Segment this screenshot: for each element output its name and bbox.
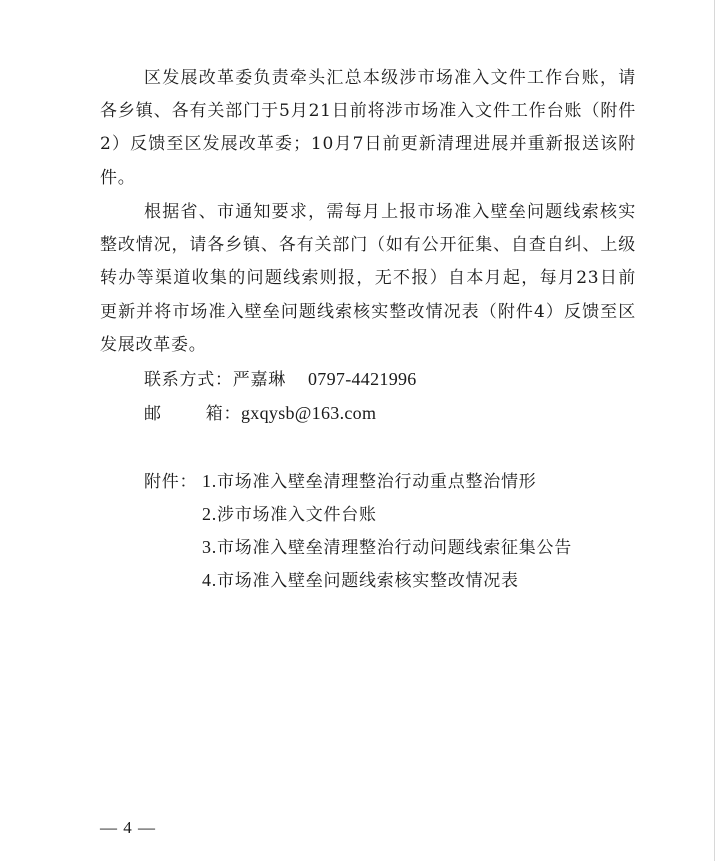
attachment-title: 涉市场准入文件台账 [217, 505, 377, 525]
attachments-list [144, 465, 572, 597]
attachment-title: 市场准入壁垒问题线索核实整改情况表 [217, 571, 519, 591]
email-line [144, 397, 376, 431]
attachment-title: 市场准入壁垒清理整治行动问题线索征集公告 [217, 538, 572, 558]
attachment-number: 3. [202, 537, 217, 557]
email-label-part-1: 邮 [144, 404, 162, 424]
attachment-number: 4. [202, 570, 217, 590]
contact-label: 联系方式： [144, 370, 233, 390]
attachment-item [144, 531, 572, 564]
email-label-part-2: 箱： [205, 404, 242, 424]
attachment-title: 市场准入壁垒清理整治行动重点整治情形 [217, 472, 537, 492]
page-number: — 4 — [100, 818, 156, 837]
paragraph-ledger-submission: 区发展改革委负责牵头汇总本级涉市场准入文件工作台账，请各乡镇、各有关部门于5月21日前将涉市场准入文件工作台账（附件2）反馈至区发展改革委；10月7日前更新清理进展并重新报送该附件。 [100, 68, 636, 188]
email-address: gxqysb@163.com [241, 403, 377, 423]
attachment-item [144, 498, 572, 531]
attachment-item [144, 564, 572, 597]
attachment-item [144, 465, 572, 498]
paragraph-monthly-report: 根据省、市通知要求，需每月上报市场准入壁垒问题线索核实整改情况，请各乡镇、各有关部门（如有公开征集、自查自纠、上级转办等渠道收集的问题线索则报，无不报）自本月起，每月23日前更新并将市场准入壁垒问题线索核实整改情况表（附件4）反馈至区发展改革委。 [100, 202, 636, 355]
attachment-number: 2. [202, 504, 217, 524]
contact-person: 严嘉琳 [232, 370, 286, 390]
contact-phone: 0797-4421996 [308, 369, 417, 389]
attachment-number: 1. [202, 471, 217, 491]
attachments-label: 附件： [144, 472, 198, 492]
contact-line [144, 363, 417, 397]
